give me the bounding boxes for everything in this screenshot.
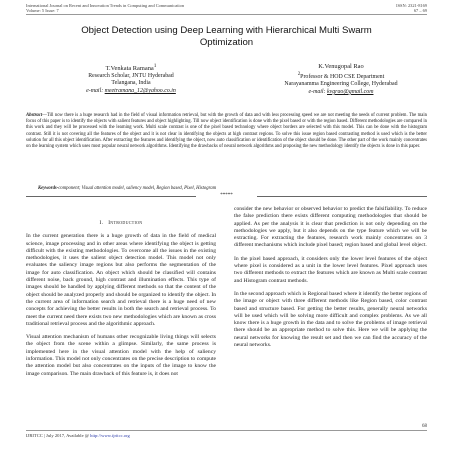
journal-issn: ISSN: 2321-8169 — [396, 3, 427, 8]
paragraph: Visual attention mechanism of humans other recognizable living things will selects the object from the scene within a glimpse. Similarly, the same process is implemented here in the visual attention model with the help of saliency information. This model not only concentrates on the precise description to compute the attention model but also concentrates on the inputs of the image to know the image comparison. The main drawback of this feature is, it does not — [26, 334, 216, 377]
abstract-label: Abstract — [26, 113, 43, 118]
author-1-affiliation: Research Scholar, JNTU Hyderabad — [88, 72, 174, 79]
paragraph: In the second approach which is Regional based where it identify the better regions of the image or object with three different methods like Region based, color contrast based and structure based. For getting the better results, generally neural networks will be used which will be solving more difficult and complex problems. As we all know there is a huge growth in the data and to solve the problems of image retrieval there should be an appropriate method to solve this. Here we will be applying the neural networks for knowing the result set and then we can find the accuracy of the neural networks. — [234, 290, 427, 349]
footer-text: IJRITCC | July 2017, Available @ — [26, 433, 89, 438]
author-2-email: e-mail: kvgrao@gmail.com — [308, 88, 374, 95]
section-heading: I. Introduction — [99, 220, 143, 226]
author-2-name: K.Venugopal Rao — [318, 63, 364, 70]
keywords — [26, 186, 427, 192]
author-2-sup: 2 — [297, 71, 301, 77]
paragraph: In the pixel based approach, it considers only the lower level features of the object where pixel is considered as a unit in the lower level features. Pixel approach uses two different methods to extract the features which are known as Multi scale contrast and Histogram contrast methods. — [234, 255, 427, 284]
header-right — [396, 3, 427, 13]
abstract — [26, 113, 427, 150]
author-1-email: e-mail: meetramana_12@yahoo.co.in — [86, 87, 176, 94]
page-footer — [26, 430, 427, 438]
journal-pages: 67 – 69 — [413, 8, 427, 14]
footer-link[interactable]: http://www.ijritcc.org — [90, 433, 130, 438]
journal-header — [26, 3, 427, 15]
keywords-text: component; Visual attention model, saliency model, Region based, Pixel, Histogram — [58, 186, 217, 191]
title-line-2: Optimization — [199, 37, 254, 48]
author-1-location: Telangana, India — [111, 80, 151, 87]
journal-volume: Volume: 5 Issue: 7 — [26, 8, 59, 14]
author-2-location: Narayanamma Engineering College, Hyderabad — [284, 81, 398, 88]
paragraph: In the current generation there is a huge growth of data in the field of medical science, image processing and in other areas where identifying the object is getting difficult with the existing methodologies. To overcome all the issues in the existing methodologies, it uses the salient object detection model. This model not only evaluates the saliency image regions but also performs the segmentation of the image for auto classification. An object which should be classified will contains different noise, back ground, high contrast and illumination effects. This type of images should be handled by applying different methods so that the content of the object should be analyzed properly and should be organized to identify the object. In the current area of information search and retrieval there is a huge need of new concepts for achieving the better results in both the search and retrieval process. To meet the current need there exists two new methodologies which are known as cross traditional retrieval process and the algorithmic approach. — [26, 233, 216, 327]
author-1-email-link[interactable]: meetramana_12@yahoo.co.in — [104, 87, 176, 94]
right-column — [234, 206, 427, 355]
author-block — [26, 63, 427, 107]
title-line-1: Object Detection using Deep Learning with Hierarchical Multi Swarm — [81, 25, 372, 36]
author-2-email-link[interactable]: kvgrao@gmail.com — [327, 88, 374, 95]
abstract-text: —Till now there is a huge research had in the field of visual information retrieval, but with the growth of data and with less processing speed we are not meeting the needs of current problem. The main focus of this paper is to identify the objects with salient features and object highlighting. Till now object identification is done with the pixel based or with the region based. Different methodologies are compared in this work and they will be processed with the learning work. Multi scale contrast is one of the pixel based technology where object borders are selected with this model. This can be done with the histogram contrast. Still it is not covering all the features of the object and it is not clear in identifying the objects at high contrast regions. To solve this issue region based contrasting method is used which is the better solution for all this object identification. After extracting the features and identifying the object, now auto classification or identification of the object should be done. The other part of the work mainly concentrates on the learning system which uses most popular neural network algorithms. Identifying the drawbacks of neural network algorithms and proposing the new methodology identify the objects is done in this paper. — [26, 113, 427, 150]
header-left — [26, 3, 184, 13]
journal-name: International Journal on Recent and Innovation Trends in Computing and Communication — [26, 3, 185, 8]
author-2 — [256, 63, 426, 96]
author-1 — [56, 63, 206, 96]
section-separator: ***** — [26, 193, 427, 199]
author-1-sup: 1 — [153, 63, 157, 69]
author-1-name: T.Venkata Ramana$^1$ — [105, 63, 157, 73]
keywords-label: Keywords- — [38, 186, 59, 191]
left-column — [26, 206, 216, 384]
author-2-affiliation: $^2$Professor & HOD CSE Department — [297, 71, 385, 80]
paragraph: consider the new behavior or observed behavior to predict the falsifiability. To reduce the false prediction there exists different computing methodologies that should be applied. As per the analysis it is clear that prediction is not only depending on the methodologies we apply, but it also depends on the type feature which we will be extracting. For extracting the features, research work mainly concentrates on 3 different mechanisms which include pixel based; region based and global level object. — [234, 206, 427, 249]
page-number: 68 — [422, 424, 427, 429]
paper-title — [26, 25, 427, 49]
